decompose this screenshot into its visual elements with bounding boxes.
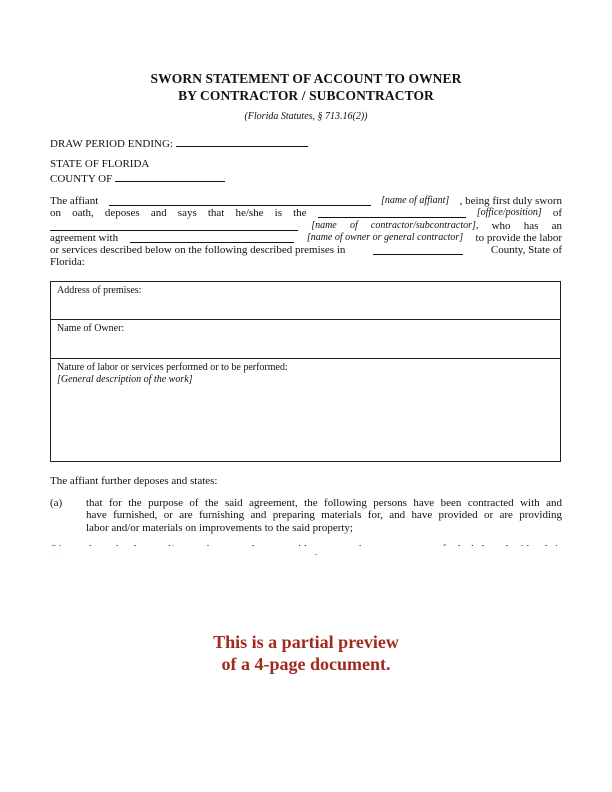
draw-period-blank	[176, 136, 308, 147]
affidavit-word: is	[274, 207, 282, 220]
partial-preview-line2: of a 4-page document.	[221, 654, 391, 674]
affidavit-row-4	[50, 232, 562, 244]
owner-contractor-blank	[130, 232, 294, 243]
affidavit-text: County, State of	[490, 244, 562, 257]
affidavit-paragraph	[50, 195, 562, 269]
document-title-line1: SWORN STATEMENT OF ACCOUNT TO OWNER	[150, 71, 462, 86]
office-position-hint: [office/position]	[476, 207, 542, 219]
affidavit-row-2	[50, 207, 562, 219]
partial-preview-line1: This is a partial preview	[213, 632, 399, 652]
state-line: STATE OF FLORIDA	[50, 158, 150, 170]
affidavit-text: or services described below on the following described premises in	[50, 244, 346, 257]
owner-contractor-hint: [name of owner or general contractor]	[306, 231, 464, 243]
affidavit-text: to provide the labor	[475, 231, 562, 244]
affidavit-word: has	[523, 219, 539, 232]
clause-a-line	[86, 509, 562, 521]
affiant-name-hint: [name of affiant]	[380, 195, 450, 206]
affidavit-row-1	[50, 195, 562, 207]
clause-a-line-text: that for the purpose of the said agreement, the following persons have been contracted with and	[86, 497, 562, 509]
draw-period-field	[50, 136, 308, 150]
affidavit-text: Florida:	[50, 256, 85, 269]
document-title-line2: BY CONTRACTOR / SUBCONTRACTOR	[178, 88, 434, 103]
county-label: COUNTY OF	[50, 173, 113, 185]
affidavit-word: the	[293, 207, 307, 220]
statute-reference: (Florida Statutes, § 713.16(2))	[244, 111, 368, 122]
nature-of-labor-box	[50, 358, 561, 462]
name-of-owner-box	[50, 319, 561, 359]
affidavit-text: The affiant	[50, 195, 99, 207]
owner-label: Name of Owner:	[57, 323, 125, 334]
affidavit-text: agreement with	[50, 231, 119, 244]
affidavit-word: says	[177, 207, 197, 220]
clause-a-line-text: labor and/or materials on improvements to the said property;	[86, 521, 353, 534]
clause-a-marker: (a)	[50, 497, 63, 509]
county-field	[50, 171, 225, 185]
affidavit-row-5	[50, 244, 562, 256]
affidavit-row-3	[50, 220, 562, 232]
address-label: Address of premises:	[57, 285, 142, 296]
affidavit-word: he/she	[235, 207, 264, 220]
clause-a-text	[86, 497, 562, 534]
nature-label: Nature of labor or services performed or to be performed:	[57, 362, 288, 373]
address-of-premises-box	[50, 281, 561, 320]
affiant-name-blank	[109, 195, 371, 206]
contractor-hint: [name	[311, 219, 337, 231]
county-blank	[115, 171, 225, 182]
affidavit-word: that	[207, 207, 225, 220]
affidavit-word: deposes	[104, 207, 140, 220]
nature-hint: [General description of the work]	[57, 374, 193, 385]
draw-period-label: DRAW PERIOD ENDING:	[50, 138, 173, 150]
contractor-hint: contractor/subcontractor],	[370, 219, 479, 231]
affidavit-word: who	[491, 219, 511, 232]
affidavit-text: , being first duly sworn	[459, 195, 562, 207]
clause-a-line	[86, 522, 562, 534]
affidavit-word: and	[150, 207, 167, 220]
contractor-hint: of	[349, 219, 358, 231]
clause-a-line-text: have furnished, or are furnishing and preparing materials for, and have provided or are providing	[86, 509, 562, 522]
affidavit-word: an	[551, 219, 562, 232]
affidavit-row-6	[50, 256, 562, 268]
county-premises-blank	[373, 244, 463, 255]
affidavit-word: of	[552, 207, 562, 220]
contractor-name-blank	[50, 220, 298, 231]
clause-a-line	[86, 497, 562, 509]
office-position-blank	[318, 207, 466, 218]
further-deposes-intro: The affiant further deposes and states:	[50, 475, 218, 487]
affidavit-word: on	[50, 207, 61, 220]
preview-cutoff-mask	[0, 546, 612, 554]
affidavit-word: oath,	[72, 207, 94, 220]
